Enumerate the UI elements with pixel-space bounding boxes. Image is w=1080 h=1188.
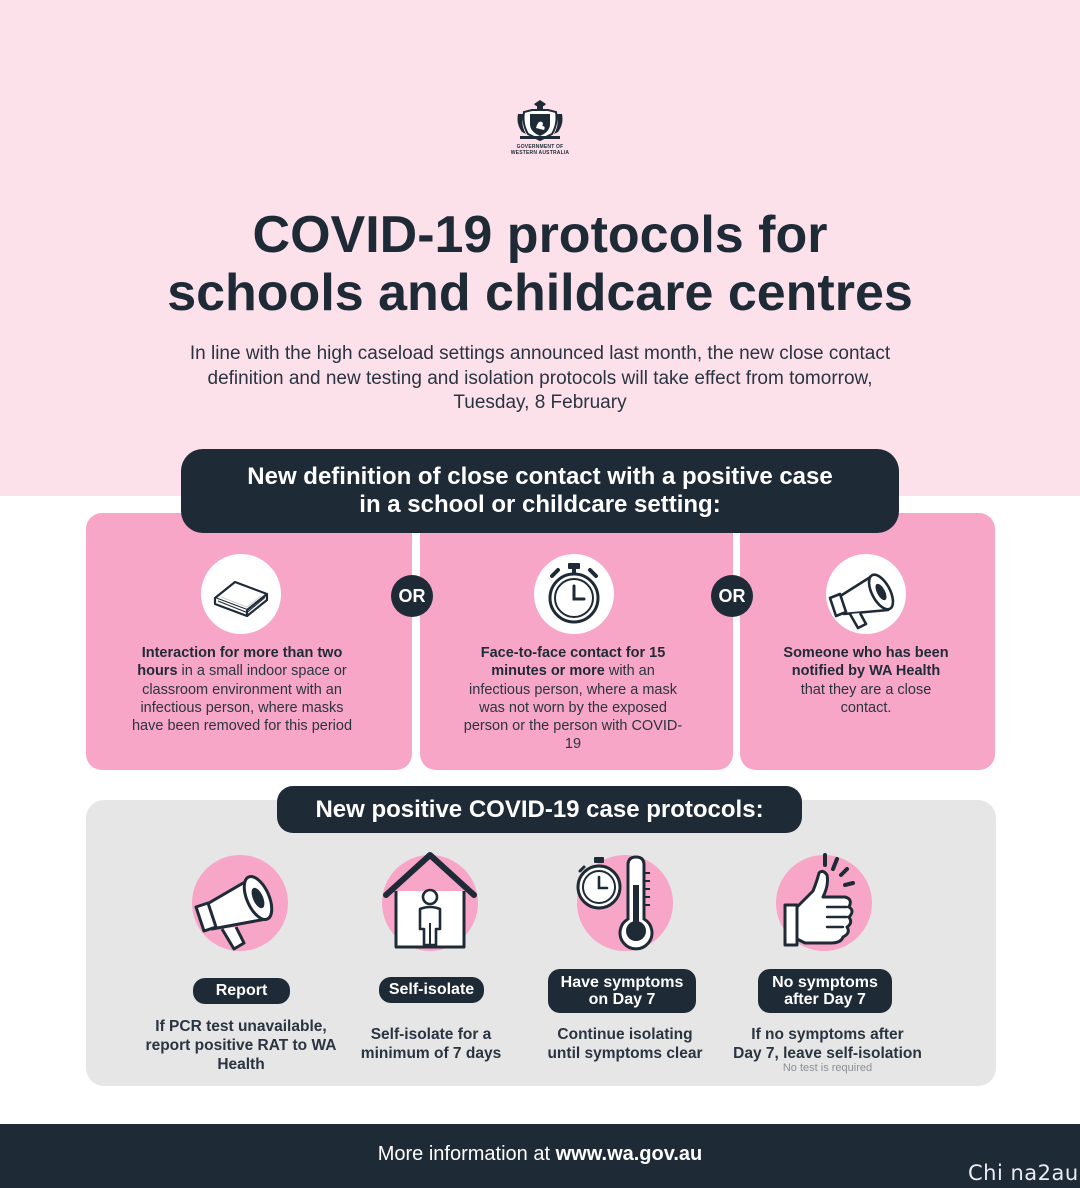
close-contact-text: Someone who has been notified by WA Health that they are a close contact. [783,645,949,716]
self-isolate-text: Self-isolate for a minimum of 7 days [360,1026,502,1062]
footer-prefix: More information at [377,1143,556,1165]
close-contact-text: Interaction for more than two hours in a small indoor space or classroom environment with an infectious person, where masks have been removed for this period [131,645,353,735]
report-text: If PCR test unavailable, report positive RAT to WA Health [145,1018,337,1073]
no-symptoms-text: If no symptoms after Day 7, leave self-isolation [733,1026,922,1062]
book-icon [201,554,281,634]
megaphone-icon [180,845,300,955]
have-symptoms-label: Have symptoms on Day 7 [548,969,696,1013]
house-person-icon [372,845,488,955]
or-badge: OR [711,575,753,617]
footer [0,1124,1080,1188]
self-isolate-label: Self-isolate [379,977,484,1003]
title-line-1: COVID-19 protocols for [252,206,828,264]
protocols-header: New positive COVID-19 case protocols: [277,786,802,833]
thumbs-up-icon [767,845,883,955]
or-badge: OR [391,575,433,617]
close-contact-card-3 [740,513,995,770]
title-line-2: schools and childcare centres [167,264,913,322]
footer-link[interactable]: www.wa.gov.au [555,1143,703,1165]
stopwatch-icon [534,554,614,634]
close-contact-text: Face-to-face contact for 15 minutes or more with an infectious person, where a mask was not worn by the exposed person or the person with COVID-19 [463,645,683,753]
thermometer-stopwatch-icon [566,845,684,957]
have-symptoms-text: Continue isolating until symptoms clear [547,1026,703,1062]
no-test-note: No test is required [782,1062,873,1074]
report-label: Report [193,978,290,1004]
watermark: Chi na2au [968,1161,1079,1185]
megaphone-icon [826,554,906,634]
close-contact-header: New definition of close contact with a positive case in a school or childcare setting: [181,449,899,533]
government-logo [505,98,575,156]
no-symptoms-label: No symptoms after Day 7 [758,969,892,1013]
page-title [60,206,1020,322]
logo-text: GOVERNMENT OF WESTERN AUSTRALIA [510,144,570,156]
crest-icon [514,98,566,142]
intro-text: In line with the high caseload settings announced last month, the new close contact definition and new testing and isolation protocols will take effect from tomorrow, Tuesday, 8 February [189,343,891,413]
